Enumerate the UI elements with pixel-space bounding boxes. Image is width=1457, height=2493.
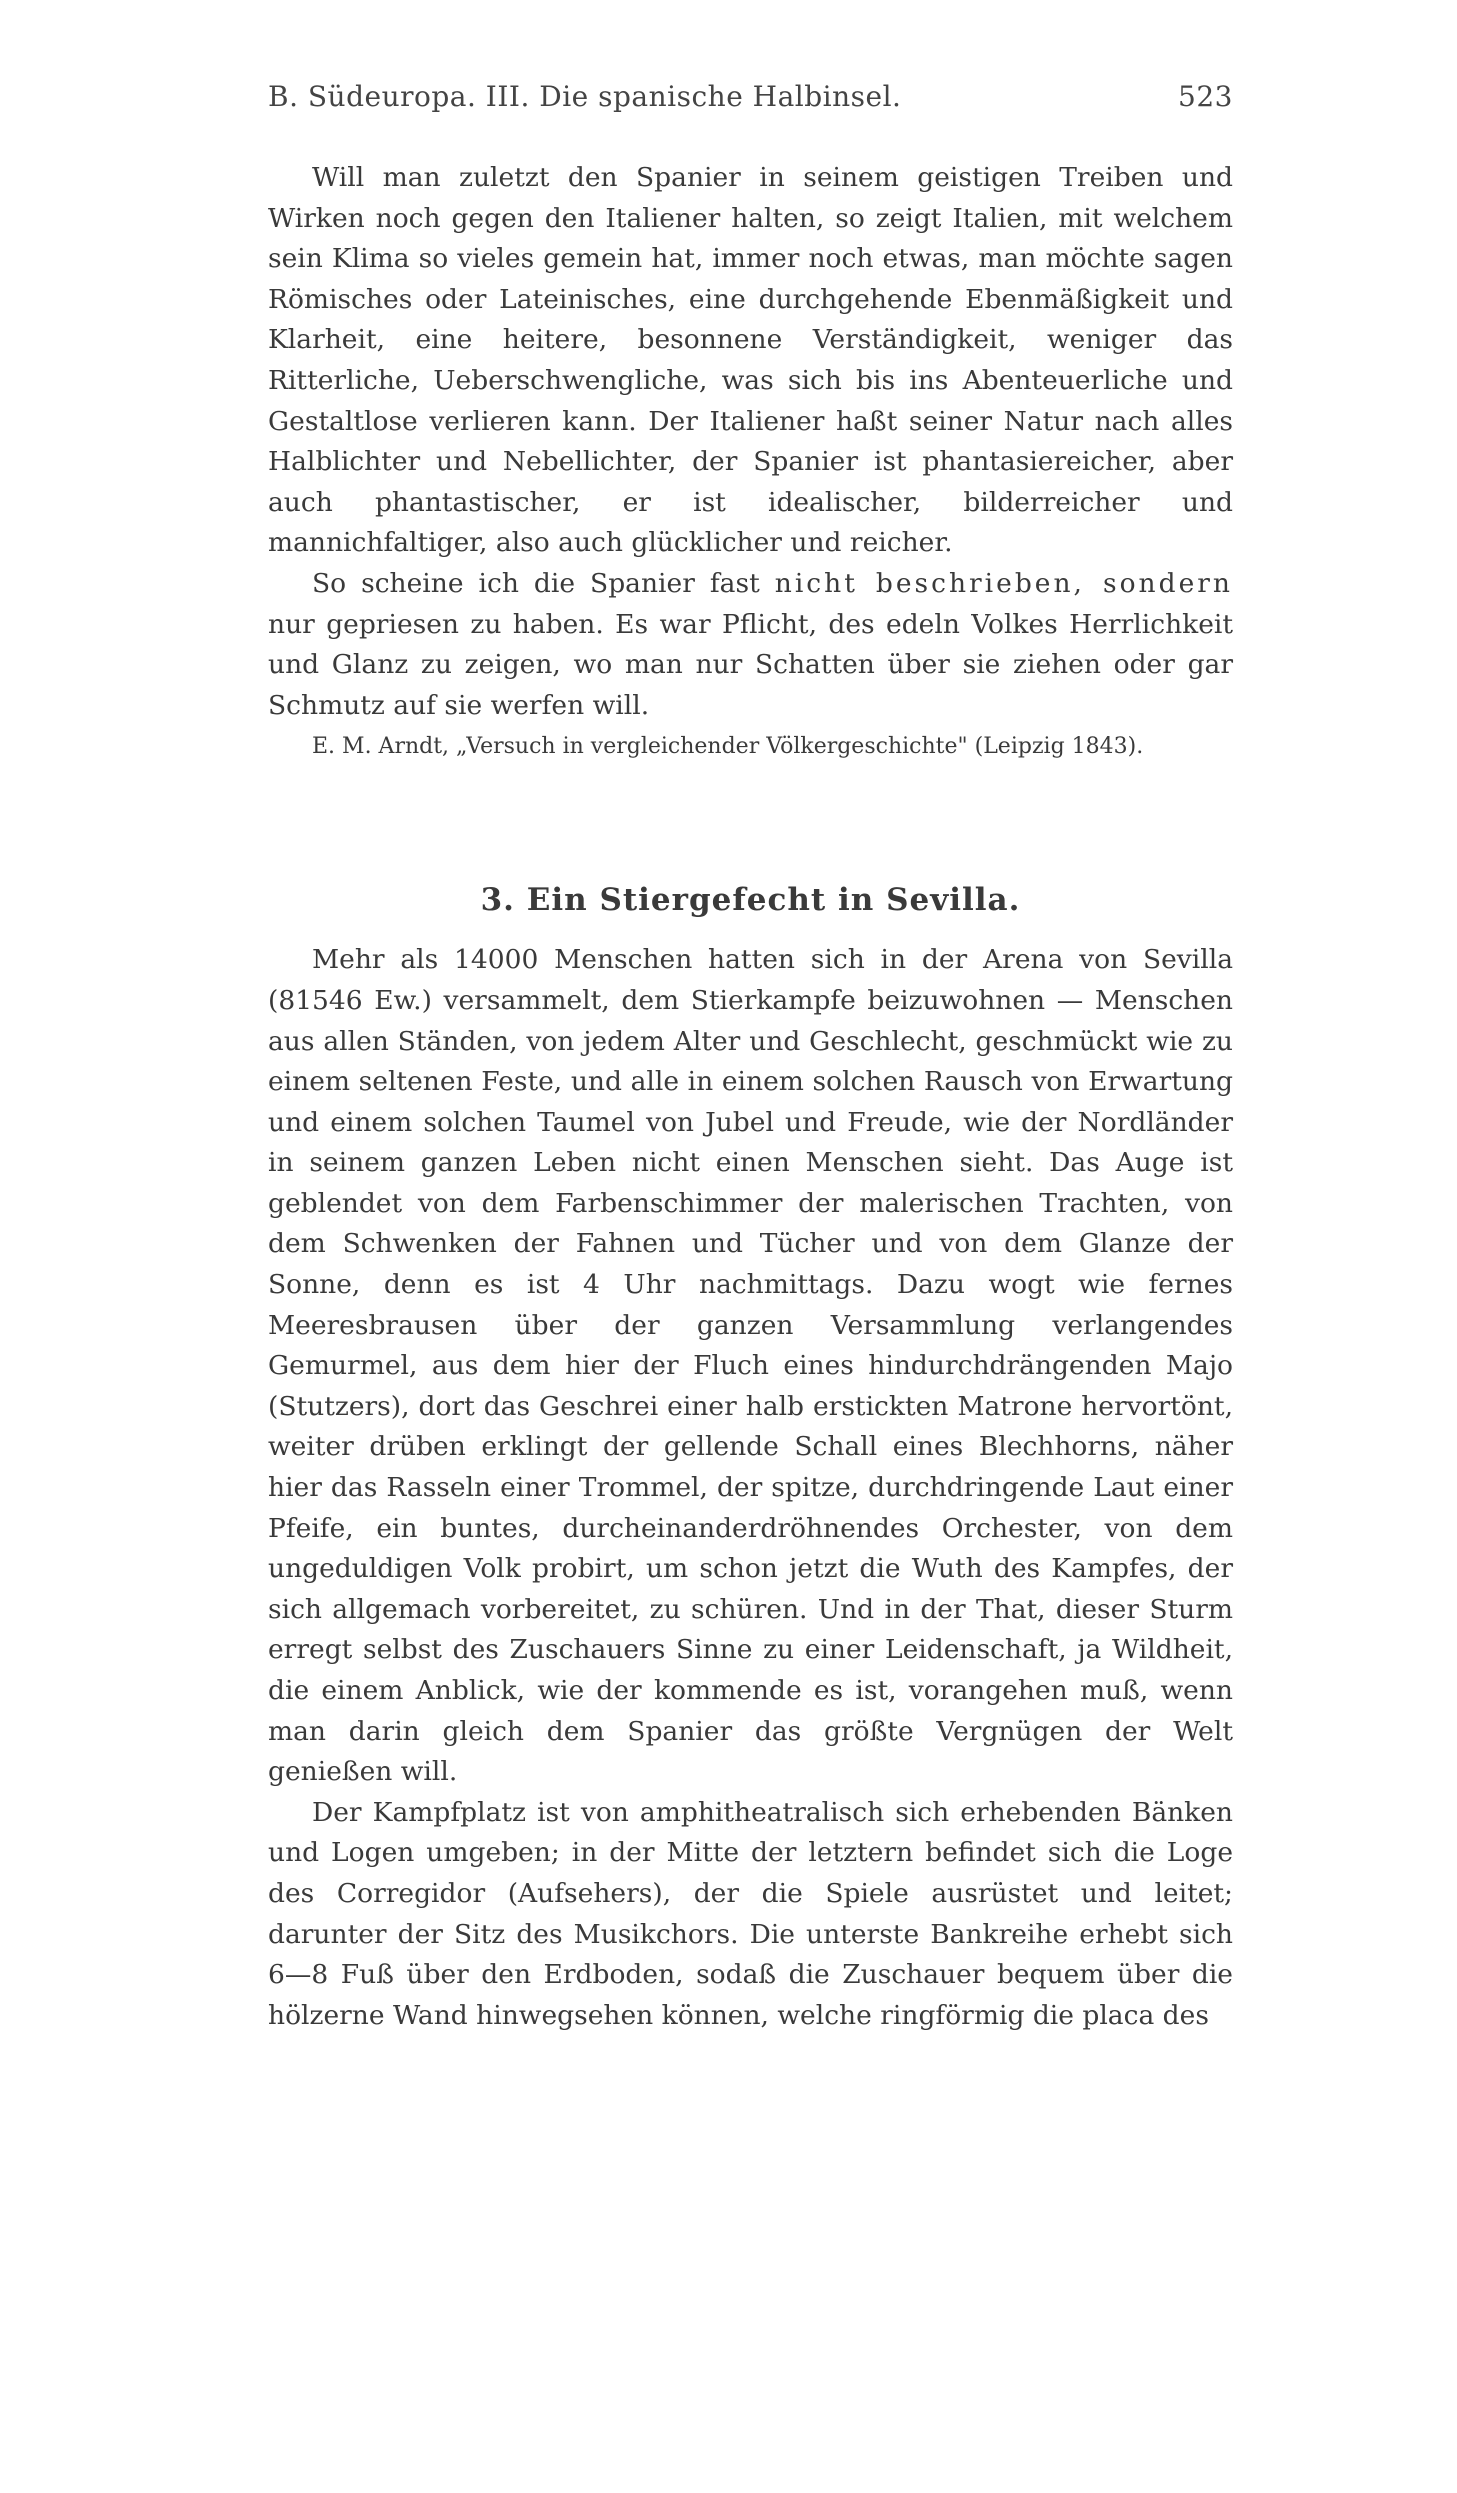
paragraph-arena-crowd: Mehr als 14000 Menschen hatten sich in der Arena von Sevilla (81546 Ew.) versammelt, dem Stierkampfe beizuwohnen — Menschen aus allen Ständen, von jedem Alter und Geschlecht, geschmückt wie zu einem seltenen Feste, und alle in einem solchen Rausch von Erwartung und einem solchen Taumel von Jubel und Freude, wie der Nordländer in seinem ganzen Leben nicht einen Menschen sieht. Das Auge ist geblendet von dem Farbenschimmer der malerischen Trachten, von dem Schwenken der Fahnen und Tücher und von dem Glanze der Sonne, denn es ist 4 Uhr nachmittags. Dazu wogt wie fernes Meeresbrausen über der ganzen Versammlung verlangendes Gemurmel, aus dem hier der Fluch eines hindurchdrängenden Majo (Stutzers), dort das Geschrei einer halb erstickten Matrone hervortönt, weiter drüben erklingt der gellende Schall eines Blechhorns, näher hier das Rasseln einer Trommel, der spitze, durchdringende Laut einer Pfeife, ein buntes, durcheinanderdröhnendes Orchester, von dem ungeduldigen Volk probirt, um schon jetzt die Wuth des Kampfes, der sich allgemach vorbereitet, zu schüren. Und in der That, dieser Sturm erregt selbst des Zuschauers Sinne zu einer Leidenschaft, ja Wildheit, die einem Anblick, wie der kommende es ist, vorangehen muß, wenn man darin gleich dem Spanier das größte Vergnügen der Welt genießen will.	[268, 944, 1233, 1788]
paragraph-spaniards-praised	[268, 564, 1233, 726]
paragraph-rest: nur gepriesen zu haben. Es war Pflicht, des edeln Volkes Herrlichkeit und Glanz zu zeigen, wo man nur Schatten über sie ziehen oder gar Schmutz auf sie werfen will.	[268, 608, 1233, 721]
book-page	[268, 80, 1233, 2036]
spaced-emphasis: nicht beschrieben, sondern	[774, 567, 1233, 599]
paragraph-arena-layout: Der Kampfplatz ist von amphitheatralisch sich erhebenden Bänken und Logen umgeben; in der Mitte der letztern befindet sich die Loge des Corregidor (Aufsehers), der die Spiele ausrüstet und leitet; darunter der Sitz des Musikchors. Die unterste Bankreihe erhebt sich 6—8 Fuß über den Erdboden, sodaß die Zuschauer bequem über die hölzerne Wand hinwegsehen können, welche ringförmig die placa des	[268, 1796, 1233, 2031]
source-citation: E. M. Arndt, „Versuch in vergleichender Völkergeschichte" (Leipzig 1843).	[312, 734, 1144, 760]
section-heading: 3. Ein Stiergefecht in Sevilla.	[480, 882, 1021, 919]
running-head	[268, 80, 1233, 136]
page-number: 523	[1178, 80, 1233, 113]
running-head-title: B. Südeuropa. III. Die spanische Halbinsel.	[268, 80, 902, 113]
paragraph-lead: So scheine ich die Spanier fast	[312, 567, 775, 599]
paragraph-italy-comparison: Will man zuletzt den Spanier in seinem geistigen Treiben und Wirken noch gegen den Italiener halten, so zeigt Italien, mit welchem sein Klima so vieles gemein hat, immer noch etwas, man möchte sagen Römisches oder Lateinisches, eine durchgehende Ebenmäßigkeit und Klarheit, eine heitere, besonnene Verständigkeit, weniger das Ritterliche, Ueberschwengliche, was sich bis ins Abenteuerliche und Gestaltlose verlieren kann. Der Italiener haßt seiner Natur nach alles Halblichter und Nebellichter, der Spanier ist phantasiereicher, aber auch phantastischer, er ist idealischer, bilderreicher und mannichfaltiger, also auch glücklicher und reicher.	[268, 162, 1233, 559]
